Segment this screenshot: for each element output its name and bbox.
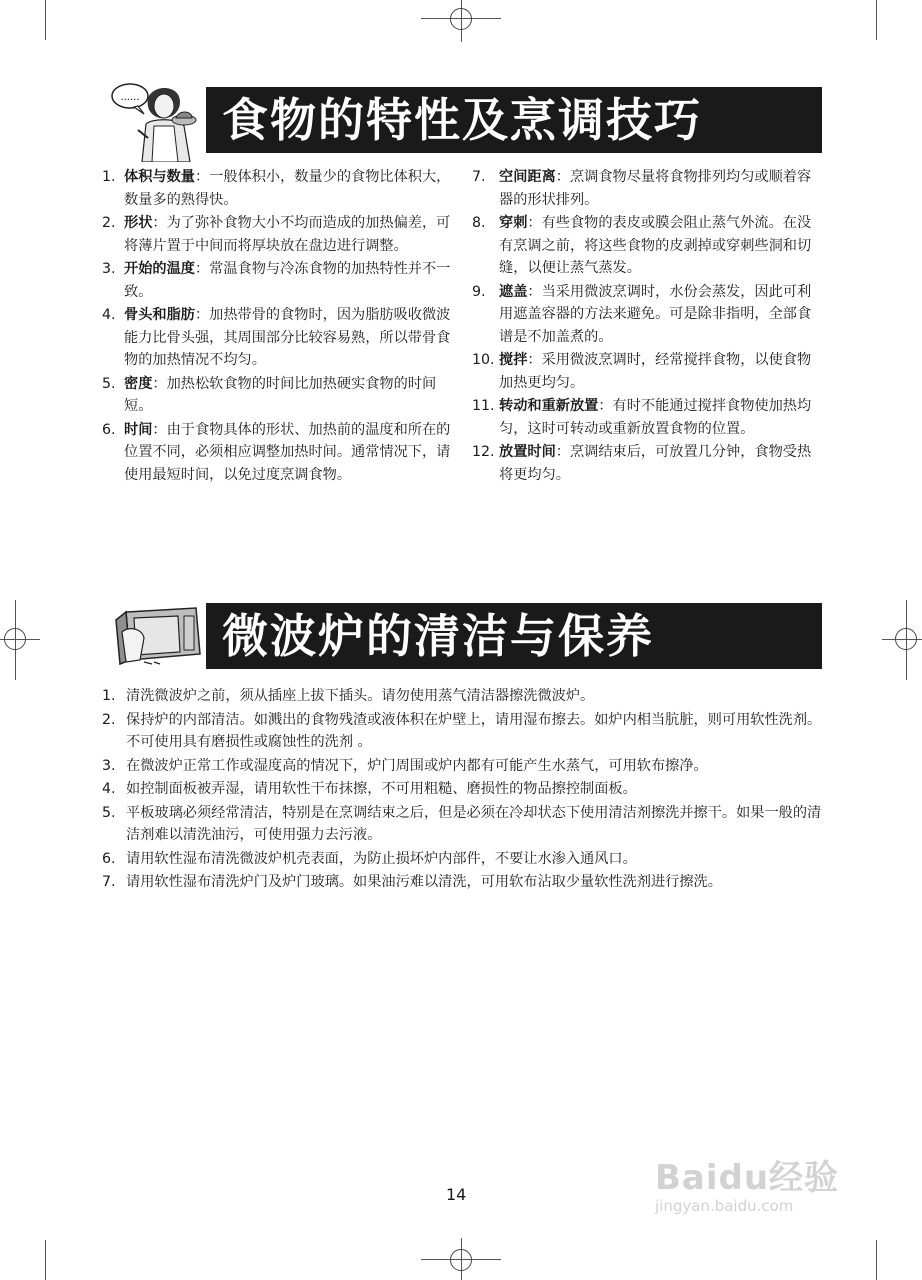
item-keyword: 搅拌 [499, 352, 528, 368]
list-item [472, 349, 824, 394]
item-text: 保持炉的内部清洁。如溅出的食物残渣或液体积在炉壁上，请用湿布擦去。如炉内相当肮脏，则可用软性洗剂。不可使用具有磨损性或腐蚀性的洗剂 。 [126, 711, 822, 750]
watermark-sub-text: jingyan.baidu.com [655, 1197, 794, 1215]
list-item [102, 419, 454, 487]
page-number: 14 [446, 1185, 467, 1204]
item-text: ：烹调食物尽量将食物排列均匀或顺着容器的形状排列。 [499, 169, 812, 208]
item-keyword: 遮盖 [499, 283, 528, 300]
registration-mark-icon [450, 1249, 472, 1271]
list-item [102, 755, 822, 778]
item-text: ：烹调结束后，可放置几分钟，食物受热将更均匀。 [499, 444, 812, 483]
item-text: 清洗微波炉之前，须从插座上拔下插头。请勿使用蒸气清洁器擦洗微波炉。 [126, 688, 595, 704]
section-title-cleaning: 微波炉的清洁与保养 [206, 603, 822, 669]
item-text: ：有些食物的表皮或膜会阻止蒸气外流。在没有烹调之前，将这些食物的皮剥掉或穿刺些洞和切缝，以便让蒸气蒸发。 [499, 215, 812, 276]
list-item [472, 212, 824, 280]
item-text: 请用软性湿布清洗微波炉机壳表面，为防止损坏炉内部件，不要让水渗入通风口。 [126, 850, 637, 867]
item-number: 3. [102, 757, 116, 774]
item-text: ：常温食物与冷冻食物的加热特性并不一致。 [124, 261, 451, 300]
item-keyword: 骨头和脂肪 [124, 307, 195, 323]
registration-mark-icon [895, 628, 917, 650]
list-item [102, 258, 454, 303]
crop-mark [45, 0, 46, 40]
item-keyword: 体积与数量 [124, 169, 195, 185]
list-item [102, 709, 822, 754]
item-keyword: 时间 [124, 421, 153, 438]
item-number: 2. [102, 711, 116, 728]
item-number: 1. [102, 169, 116, 185]
section-title-food: 食物的特性及烹调技巧 [206, 87, 822, 153]
item-number: 4. [102, 307, 116, 323]
item-number: 4. [102, 781, 116, 797]
item-keyword: 密度 [124, 375, 153, 392]
list-item [102, 848, 822, 871]
item-keyword: 空间距离 [499, 169, 556, 185]
crop-mark [876, 1240, 877, 1280]
food-tips-right-column [472, 166, 824, 487]
food-tips-left-column [102, 166, 454, 487]
list-item [472, 166, 824, 211]
item-keyword: 开始的温度 [124, 261, 195, 277]
list-item [102, 802, 822, 847]
item-keyword: 放置时间 [499, 444, 556, 460]
registration-mark-icon [450, 8, 472, 30]
item-text: ：当采用微波烹调时，水份会蒸发，因此可利用遮盖容器的方法来避免。可是除非指明，全部食谱是不加盖煮的。 [499, 283, 812, 345]
item-text: ：为了弥补食物大小不均而造成的加热偏差，可将薄片置于中间而将厚块放在盘边进行调整。 [124, 215, 451, 254]
item-number: 6. [102, 850, 116, 867]
list-item [102, 871, 822, 894]
item-text: 如控制面板被弄湿，请用软性干布抹擦，不可用粗糙、磨损性的物品擦控制面板。 [126, 781, 637, 797]
item-text: ：加热带骨的食物时，因为脂肪吸收微波能力比骨头强，其周围部分比较容易熟，所以带骨食物的加热情况不均匀。 [124, 307, 451, 368]
item-text: ：由于食物具体的形状、加热前的温度和所在的位置不同，必须相应调整加热时间。通常情况下，请使用最短时间，以免过度烹调食物。 [124, 421, 451, 483]
item-text: ：一般体积小，数量少的食物比体积大，数量多的熟得快。 [124, 169, 451, 208]
list-item [102, 685, 822, 708]
item-number: 2. [102, 215, 116, 231]
item-text: 请用软性湿布清洗炉门及炉门玻璃。如果油污难以清洗，可用软布沾取少量软性洗剂进行擦洗。 [126, 874, 722, 890]
item-keyword: 穿刺 [499, 215, 528, 231]
item-number: 7. [102, 874, 116, 890]
list-item [102, 304, 454, 372]
item-number: 3. [102, 261, 116, 277]
list-item [472, 281, 824, 349]
registration-mark-icon [4, 628, 26, 650]
list-item [102, 166, 454, 211]
item-number: 1. [102, 688, 116, 704]
crop-mark [876, 0, 877, 40]
item-text: ：加热松软食物的时间比加热硬实食物的时间短。 [124, 375, 437, 414]
item-number: 12. [472, 444, 495, 460]
item-number: 7. [472, 169, 486, 185]
cleaning-list [102, 685, 822, 895]
item-text: 平板玻璃必须经常清洁，特别是在烹调结束之后，但是必须在冷却状态下使用清洁剂擦洗并擦干。如果一般的清洁剂难以清洗油污，可使用强力去污液。 [126, 804, 822, 843]
item-keyword: 形状 [124, 215, 153, 231]
item-text: ：有时不能通过搅拌食物使加热均匀，这时可转动或重新放置食物的位置。 [499, 398, 812, 437]
list-item [472, 441, 824, 486]
list-item [472, 395, 824, 440]
item-number: 5. [102, 375, 116, 392]
chef-illustration-icon [108, 80, 208, 162]
item-number: 11. [472, 398, 495, 414]
watermark-main-text: Baidu经验 [655, 1158, 840, 1198]
item-keyword: 转动和重新放置 [499, 398, 599, 414]
item-number: 6. [102, 421, 116, 438]
list-item [102, 212, 454, 257]
list-item [102, 778, 822, 801]
crop-mark [45, 1240, 46, 1280]
chef-bubble-text: ...... [120, 92, 140, 103]
item-number: 5. [102, 804, 116, 821]
microwave-cleaning-icon [108, 598, 204, 670]
item-number: 10. [472, 352, 495, 368]
list-item [102, 373, 454, 418]
item-number: 9. [472, 283, 486, 300]
item-text: ：采用微波烹调时，经常搅拌食物，以使食物加热更均匀。 [499, 352, 812, 391]
item-text: 在微波炉正常工作或湿度高的情况下，炉门周围或炉内都有可能产生水蒸气，可用软布擦净。 [126, 757, 708, 774]
baidu-watermark [655, 1150, 839, 1215]
item-number: 8. [472, 215, 486, 231]
